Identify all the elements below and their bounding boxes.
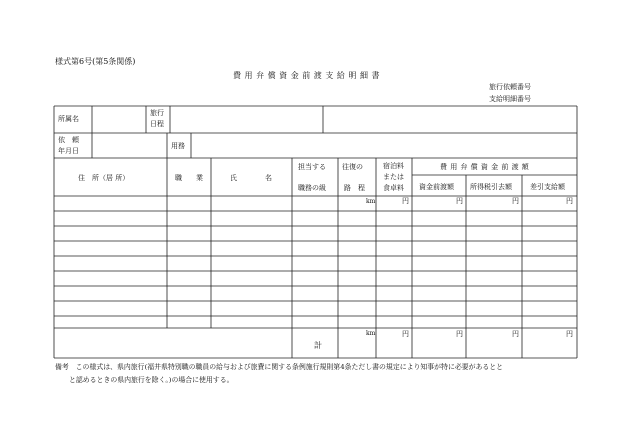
column-header-lodging-line3: 食卓料 bbox=[383, 184, 404, 192]
column-header-address: 住 所（居 所） bbox=[78, 174, 130, 182]
column-header-lodging-line2: または bbox=[383, 173, 404, 181]
column-header-role-line2: 職務の級 bbox=[298, 184, 326, 192]
column-header-advance-amount: 資金前渡額 bbox=[419, 183, 454, 191]
request-date-label-line2: 年月日 bbox=[58, 147, 79, 155]
remarks-line2: と認めるときの県内旅行を除く。)の場合に使用する。 bbox=[69, 376, 234, 384]
department-label: 所属名 bbox=[58, 115, 79, 123]
unit-yen-tax: 円 bbox=[512, 197, 519, 205]
remarks-line1: 備考 この様式は、県内旅行(福井県特別職の職員の給与および旅費に関する条例施行規則第4条ただし書の規定により知事が特に必要があるとと bbox=[55, 363, 504, 371]
total-unit-yen-advance: 円 bbox=[456, 330, 463, 338]
request-date-label-line1: 依 頼 bbox=[58, 136, 79, 144]
total-unit-yen-lodging: 円 bbox=[402, 330, 409, 338]
form-title: 費 用 弁 償 資 金 前 渡 支 給 明 細 書 bbox=[233, 71, 381, 80]
column-header-net-payment: 差引支給額 bbox=[530, 183, 565, 191]
payment-detail-number-label: 支給明細番号 bbox=[489, 95, 531, 103]
column-header-route-line1: 往復の bbox=[342, 163, 363, 171]
column-header-occupation: 職 業 bbox=[175, 174, 203, 182]
column-header-lodging-line1: 宿泊料 bbox=[383, 162, 404, 170]
itinerary-label-line2: 日程 bbox=[150, 120, 164, 128]
column-header-role-line1: 担当する bbox=[298, 163, 326, 171]
form-number: 様式第6号(第5条関係) bbox=[55, 57, 136, 66]
column-header-income-tax: 所得税引去額 bbox=[470, 183, 512, 191]
column-header-route-line2: 路 程 bbox=[344, 184, 365, 192]
total-label: 計 bbox=[314, 341, 322, 350]
total-unit-km: km bbox=[366, 330, 376, 337]
column-header-advance-group: 費 用 弁 償 資 金 前 渡 額 bbox=[440, 163, 530, 171]
unit-yen-advance: 円 bbox=[456, 197, 463, 205]
request-number-label: 旅行依頼番号 bbox=[489, 83, 531, 91]
total-unit-yen-net: 円 bbox=[566, 330, 573, 338]
business-label: 用務 bbox=[171, 142, 185, 150]
column-header-name: 氏 名 bbox=[230, 174, 272, 182]
itinerary-label-line1: 旅行 bbox=[150, 109, 164, 117]
unit-yen-net: 円 bbox=[566, 197, 573, 205]
unit-yen-lodging: 円 bbox=[402, 197, 409, 205]
total-unit-yen-tax: 円 bbox=[512, 330, 519, 338]
unit-km: km bbox=[366, 198, 376, 205]
